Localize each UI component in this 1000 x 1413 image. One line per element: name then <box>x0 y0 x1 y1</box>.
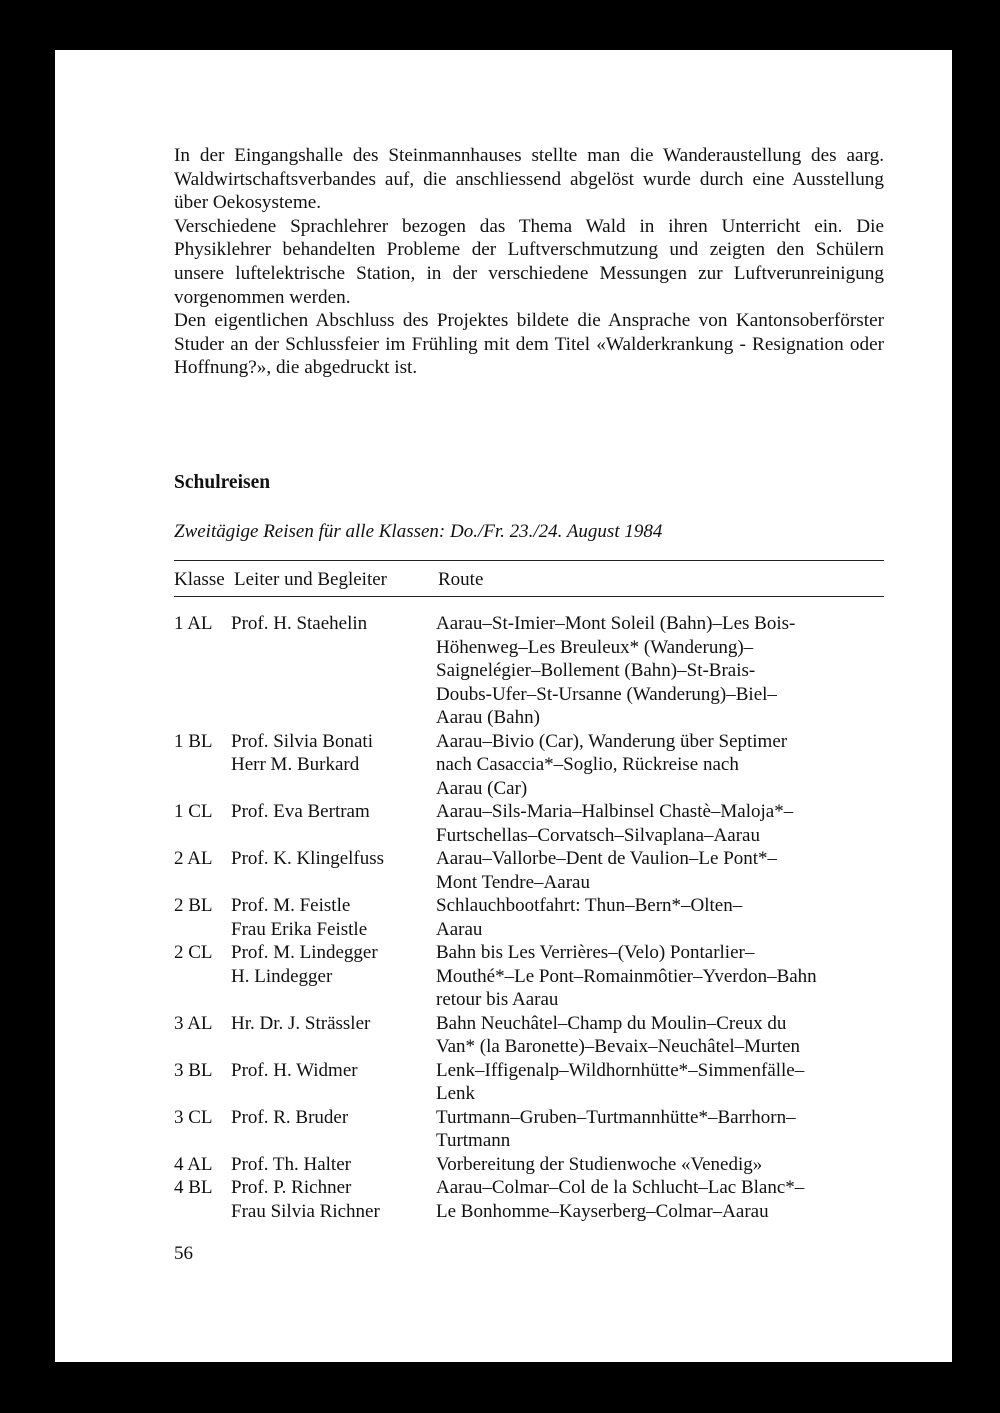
intro-paragraph-3: Den eigentlichen Abschluss des Projektes bildete die Ansprache von Kantonsoberförster Studer an der Schlussfeier im Frühling mit dem Titel «Walderkrankung - Resignation oder Hoffnung?», die abgedruckt ist. <box>174 310 884 379</box>
header-route: Route <box>438 569 484 590</box>
table-row <box>174 941 884 1012</box>
cell-leiter: Prof. H. Widmer <box>231 1059 358 1081</box>
section-subtitle: Zweitägige Reisen für alle Klassen: Do./Fr. 23./24. August 1984 <box>174 521 663 542</box>
cell-leiter: Prof. K. Klingelfuss <box>231 848 385 869</box>
table-row <box>174 1106 884 1153</box>
cell-route: Turtmann–Gruben–Turtmannhütte*–Barrhorn– Turtmann <box>436 1106 796 1151</box>
cell-route: Bahn Neuchâtel–Champ du Moulin–Creux du Van* (la Baronette)–Bevaix–Neuchâtel–Murten <box>436 1012 801 1057</box>
cell-klasse: 1 AL <box>174 613 213 634</box>
cell-route: Bahn bis Les Verrières–(Velo) Pontarlier– Mouthé*–Le Pont–Romainmôtier–Yverdon–Bahn retour bis Aarau <box>436 942 817 1010</box>
intro-text <box>174 144 884 380</box>
table-row <box>174 730 884 801</box>
cell-leiter: Prof. Eva Bertram <box>231 801 370 822</box>
table-top-rule <box>174 560 884 561</box>
section-title: Schulreisen <box>174 472 271 493</box>
page-number: 56 <box>174 1243 193 1264</box>
cell-route: Aarau–Bivio (Car), Wanderung über Septimer nach Casaccia*–Soglio, Rückreise nach Aarau (Car) <box>436 730 788 799</box>
cell-klasse: 3 BL <box>174 1059 213 1081</box>
table-row <box>174 1153 884 1177</box>
document-page <box>55 50 952 1362</box>
cell-klasse: 2 BL <box>174 895 213 916</box>
header-klasse: Klasse <box>174 569 225 590</box>
table-row <box>174 1176 884 1223</box>
cell-leiter: Hr. Dr. J. Strässler <box>231 1012 371 1034</box>
cell-leiter: Prof. Silvia Bonati Herr M. Burkard <box>231 730 373 775</box>
intro-paragraph-1: In der Eingangshalle des Steinmannhauses stellte man die Wanderaustellung des aarg. Waldwirtschaftsverbandes auf, die anschliessend abgelöst wurde durch eine Ausstellung über Oekosysteme. <box>174 145 884 214</box>
cell-route: Aarau–St-Imier–Mont Soleil (Bahn)–Les Bois- Höhenweg–Les Breuleux* (Wanderung)– Saignelégier–Bollement (Bahn)–St-Brais- Doubs-Ufer–St-Ursanne (Wanderung)–Biel– Aarau (Bahn) <box>436 613 796 728</box>
intro-paragraph-2: Verschiedene Sprachlehrer bezogen das Thema Wald in ihren Unterricht ein. Die Physiklehrer behandelten Probleme der Luftverschmutzung und zeigten den Schülern unsere luftelektrische Station, in der verschiedene Messungen zur Luftverunreinigung vorgenommen werden. <box>174 215 884 308</box>
cell-klasse: 1 CL <box>174 801 213 822</box>
table-row <box>174 1059 884 1106</box>
header-leiter: Leiter und Begleiter <box>234 569 387 590</box>
table-row <box>174 612 884 730</box>
cell-route: Lenk–Iffigenalp–Wildhornhütte*–Simmenfälle– Lenk <box>436 1059 805 1104</box>
cell-leiter: Prof. M. Feistle Frau Erika Feistle <box>231 895 368 940</box>
cell-route: Schlauchbootfahrt: Thun–Bern*–Olten– Aarau <box>436 895 743 940</box>
cell-klasse: 2 CL <box>174 942 213 963</box>
table-row <box>174 1012 884 1059</box>
cell-leiter: Prof. H. Staehelin <box>231 613 368 634</box>
cell-route: Vorbereitung der Studienwoche «Venedig» <box>436 1153 763 1175</box>
cell-klasse: 4 AL <box>174 1153 213 1175</box>
cell-klasse: 1 BL <box>174 730 213 752</box>
cell-route: Aarau–Sils-Maria–Halbinsel Chastè–Maloja*– Furtschellas–Corvatsch–Silvaplana–Aarau <box>436 801 794 846</box>
cell-klasse: 3 AL <box>174 1012 213 1034</box>
table-row <box>174 847 884 894</box>
cell-route: Aarau–Vallorbe–Dent de Vaulion–Le Pont*– Mont Tendre–Aarau <box>436 848 778 893</box>
table-row <box>174 800 884 847</box>
cell-route: Aarau–Colmar–Col de la Schlucht–Lac Blanc*– Le Bonhomme–Kayserberg–Colmar–Aarau <box>436 1177 805 1222</box>
cell-klasse: 2 AL <box>174 848 213 869</box>
cell-klasse: 4 BL <box>174 1177 213 1198</box>
cell-leiter: Prof. P. Richner Frau Silvia Richner <box>231 1177 380 1222</box>
cell-leiter: Prof. Th. Halter <box>231 1153 351 1175</box>
table-header-rule <box>174 596 884 597</box>
trips-table-body <box>174 612 884 1223</box>
cell-klasse: 3 CL <box>174 1106 213 1128</box>
cell-leiter: Prof. R. Bruder <box>231 1106 349 1128</box>
cell-leiter: Prof. M. Lindegger H. Lindegger <box>231 942 378 987</box>
table-row <box>174 894 884 941</box>
